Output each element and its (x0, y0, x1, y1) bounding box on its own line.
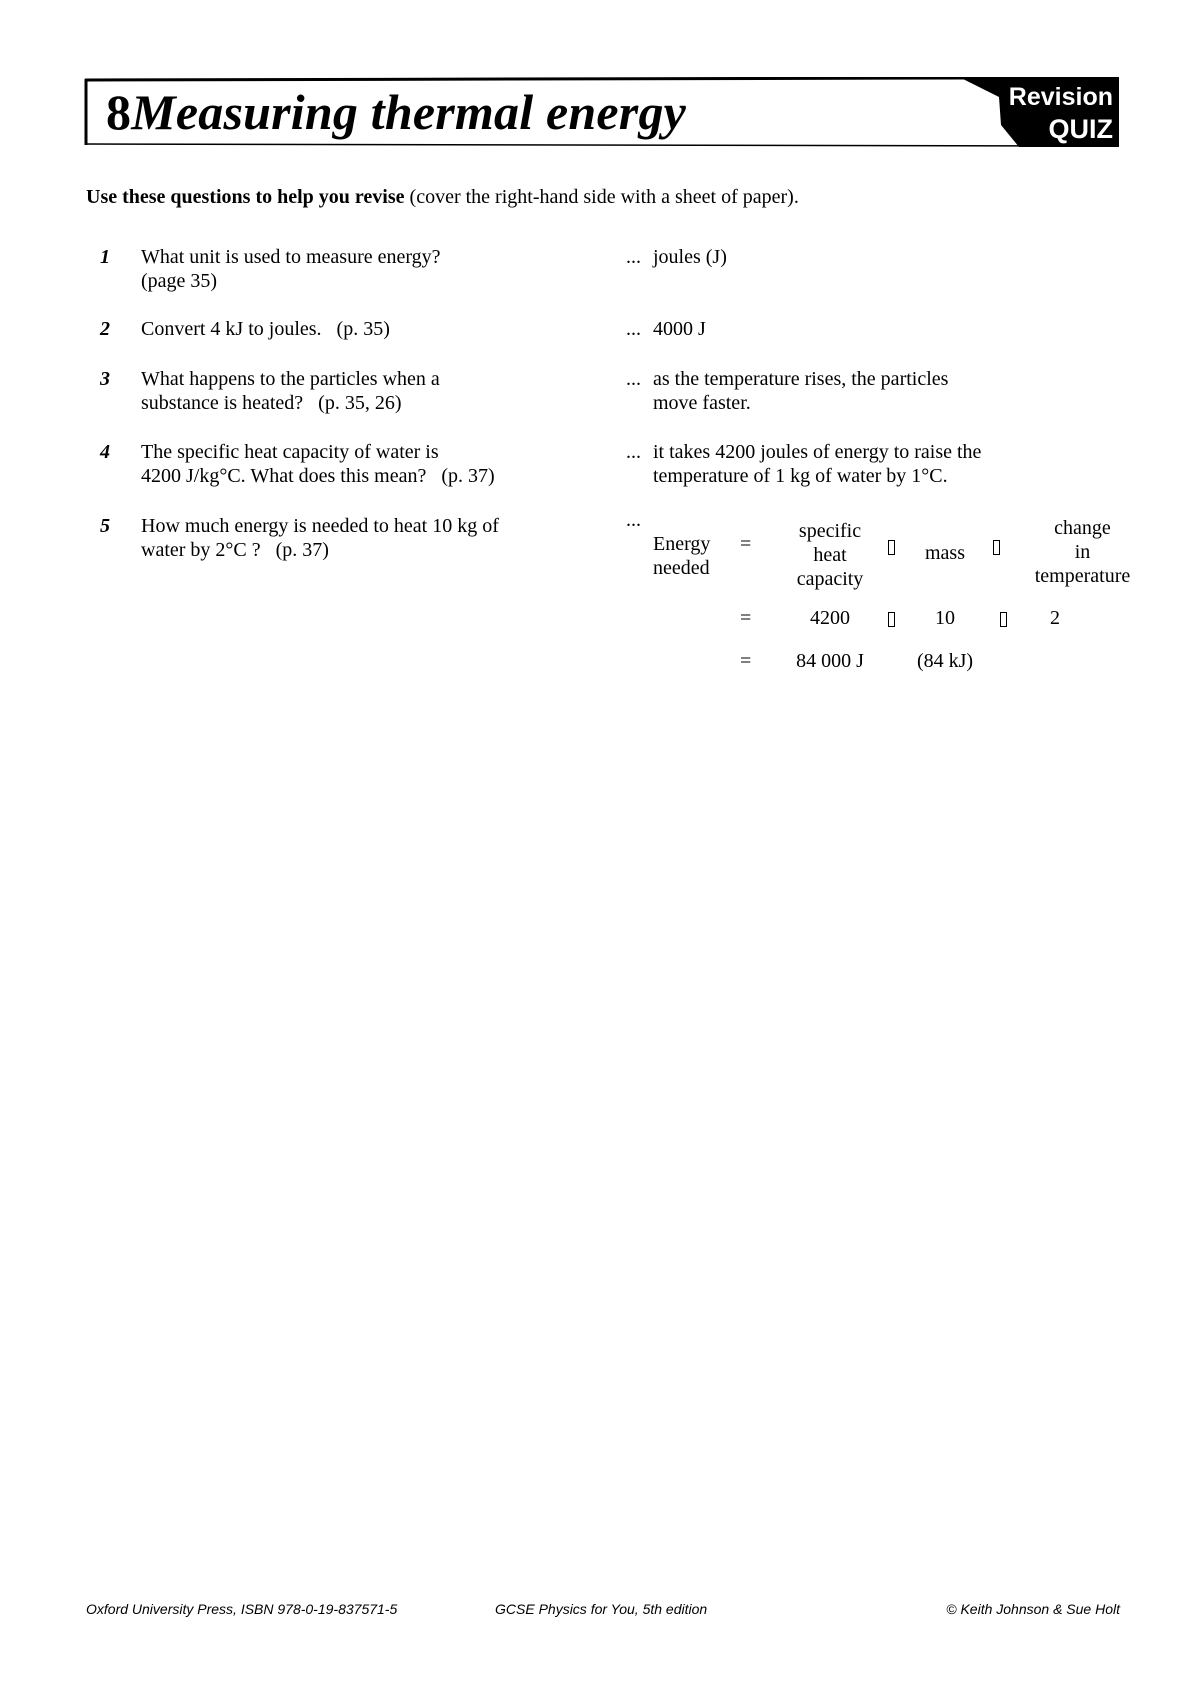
answer-line: as the temperature rises, the particles (653, 368, 949, 390)
answer-dots: ... (626, 441, 641, 463)
question-line: water by 2°C ? (p. 37) (141, 539, 329, 561)
question-text (141, 440, 611, 488)
answer-dots: ... (626, 246, 641, 268)
question-line: substance is heated? (p. 35, 26) (141, 392, 402, 414)
answer-text (653, 317, 1153, 341)
answer-text (653, 440, 1153, 488)
question-line: (page 35) (141, 270, 218, 292)
badge-revision: Revision (1008, 83, 1113, 111)
answer-text (653, 367, 1153, 415)
times-symbol (993, 537, 1000, 561)
question-line: What unit is used to measure energy? (141, 246, 441, 268)
shc-value: 4200 (810, 607, 850, 629)
footer-copyright: © Keith Johnson & Sue Holt (946, 1601, 1120, 1617)
equation-term: needed (653, 557, 710, 579)
chapter-title: Measuring thermal energy (131, 84, 687, 140)
times-symbol (888, 537, 895, 561)
equation-term: in (1074, 541, 1091, 563)
equation-term: heat (813, 544, 847, 566)
question-line: What happens to the particles when a (141, 368, 440, 390)
delta-t-value: 2 (1050, 607, 1060, 629)
footer-book: GCSE Physics for You, 5th edition (495, 1601, 708, 1617)
instructions-bold: Use these questions to help you revise (86, 186, 405, 208)
equation-term: temperature (1034, 565, 1131, 587)
question-text (141, 317, 611, 341)
instructions-rest: (cover the right-hand side with a sheet of paper). (404, 186, 799, 208)
question-number: 3 (100, 368, 110, 390)
mass-value: 10 (935, 607, 955, 629)
shc-label (780, 519, 880, 591)
title-banner (84, 77, 1119, 147)
equation-term: Energy (653, 533, 711, 555)
equals-sign: = (740, 533, 752, 555)
page-title (106, 81, 686, 143)
mass-label: mass (925, 542, 965, 564)
question-line: The specific heat capacity of water is (141, 441, 439, 463)
question-line: How much energy is needed to heat 10 kg of (141, 515, 499, 537)
answer-line: it takes 4200 joules of energy to raise the (653, 441, 982, 463)
answer-text (653, 245, 1153, 269)
answer-line: 4000 J (653, 318, 706, 340)
equation-term: change (1054, 517, 1111, 539)
answer-dots: ... (626, 368, 641, 390)
times-symbol (888, 609, 895, 633)
answer-dots: ... (626, 318, 641, 340)
question-text (141, 514, 611, 562)
delta-t-label (1020, 516, 1145, 588)
instructions (86, 184, 799, 210)
equals-sign: = (740, 650, 752, 672)
energy-needed-label (653, 532, 710, 580)
times-symbol (1000, 609, 1007, 633)
result-kj: (84 kJ) (916, 650, 974, 672)
question-line: 4200 J/kg°C. What does this mean? (p. 37) (141, 465, 495, 487)
equals-sign: = (740, 607, 752, 629)
question-line: Convert 4 kJ to joules. (p. 35) (141, 318, 390, 340)
question-number: 1 (100, 246, 110, 268)
question-number: 5 (100, 515, 110, 537)
answer-dots: ... (626, 509, 641, 531)
equation-term: specific (798, 520, 862, 542)
badge-quiz: QUIZ (1048, 114, 1113, 144)
result-value: 84 000 J (796, 650, 864, 672)
equation-term: capacity (796, 568, 864, 590)
question-number: 2 (100, 318, 110, 340)
question-text (141, 245, 611, 293)
answer-line: temperature of 1 kg of water by 1°C. (653, 465, 948, 487)
revision-quiz-badge (959, 77, 1119, 147)
question-number: 4 (100, 441, 110, 463)
question-text (141, 367, 611, 415)
chapter-number: 8 (106, 84, 132, 140)
answer-line: move faster. (653, 392, 751, 414)
answer-line: joules (J) (653, 246, 727, 268)
footer-publisher: Oxford University Press, ISBN 978-0-19-837571-5 (86, 1601, 398, 1617)
